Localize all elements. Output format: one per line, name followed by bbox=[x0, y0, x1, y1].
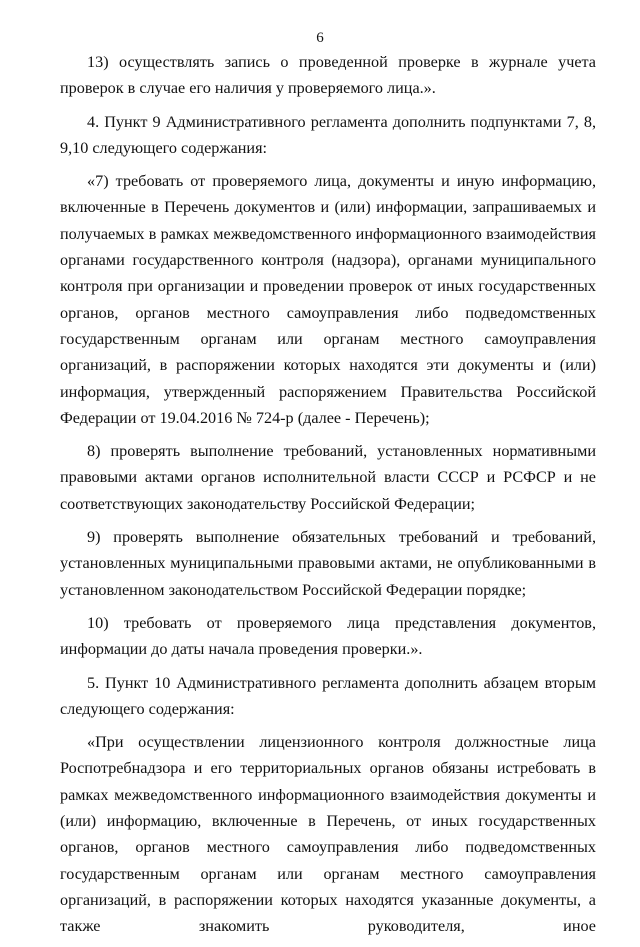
paragraph-subitem-7: «7) требовать от проверяемого лица, документы и иную информацию, включенные в Перечень документов и (или) информации, запрашиваемых и получаемых в рамках межведомственного информационного взаимодействия органами государственного контроля (надзора), органами муниципального контроля при организации и проведении проверок от иных государственных органов, органов местного самоуправления либо подведомственных государственным органам или органам местного самоуправления организаций, в распоряжении которых находятся эти документы и (или) информация, утвержденный распоряжением Правительства Российской Федерации от 19.04.2016 № 724-р (далее - Перечень); bbox=[60, 172, 596, 427]
paragraph-point-4: 4. Пункт 9 Административного регламента дополнить подпунктами 7, 8, 9,10 следующего содержания: bbox=[60, 112, 596, 157]
document-body bbox=[60, 49, 596, 947]
paragraph-point-5: 5. Пункт 10 Административного регламента дополнить абзацем вторым следующего содержания: bbox=[60, 673, 596, 718]
paragraph-licensing-control: «При осуществлении лицензионного контроля должностные лица Роспотребнадзора и его территориальных органов обязаны истребовать в рамках межведомственного информационного взаимодействия документы и (или) информацию, включенные в Перечень, от иных государственных органов, органов местного самоуправления либо подведомственных государственным органам или органам местного самоуправления организаций, в распоряжении которых находятся указанные документы, а также знакомить руководителя, иное bbox=[60, 733, 596, 936]
paragraph-subitem-10: 10) требовать от проверяемого лица представления документов, информации до даты начала проведения проверки.». bbox=[60, 613, 596, 659]
paragraph-subitem-8: 8) проверять выполнение требований, установленных нормативными правовыми актами органов исполнительной власти СССР и РСФСР и не соответствующих законодательству Российской Федерации; bbox=[60, 442, 596, 513]
page-number: 6 bbox=[316, 30, 324, 46]
paragraph-item-13: 13) осуществлять запись о проведенной проверке в журнале учета проверок в случае его наличия у проверяемого лица.». bbox=[60, 53, 596, 98]
paragraph-subitem-9: 9) проверять выполнение обязательных требований и требований, установленных муниципальными правовыми актами, не опубликованными в установленном законодательством Российской Федерации порядке; bbox=[60, 528, 596, 599]
